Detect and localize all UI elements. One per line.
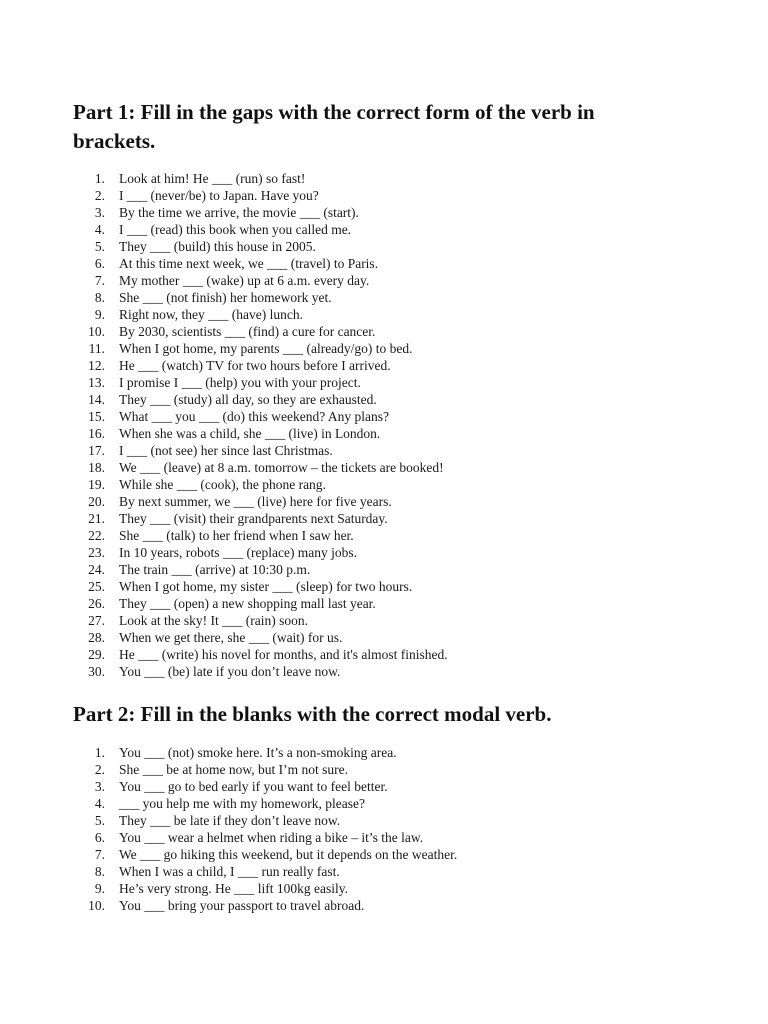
question-text: What ___ you ___ (do) this weekend? Any plans? <box>119 409 389 424</box>
question-number: 14. <box>88 392 105 407</box>
question-text: When she was a child, she ___ (live) in London. <box>119 426 381 441</box>
question-text: I ___ (never/be) to Japan. Have you? <box>119 188 319 203</box>
question-number: 13. <box>88 375 105 390</box>
question-number: 18. <box>88 460 105 475</box>
question-item <box>80 238 720 255</box>
question-number: 30. <box>88 664 105 679</box>
question-text: When we get there, she ___ (wait) for us. <box>119 630 343 645</box>
question-text: By the time we arrive, the movie ___ (start). <box>119 205 359 220</box>
question-item <box>80 863 720 880</box>
question-item <box>80 408 720 425</box>
question-item <box>80 255 720 272</box>
question-item <box>80 612 720 629</box>
question-number: 28. <box>88 630 105 645</box>
question-item <box>80 476 720 493</box>
question-number: 9. <box>94 307 105 322</box>
question-item <box>80 425 720 442</box>
question-number: 8. <box>94 290 105 305</box>
question-number: 20. <box>88 494 105 509</box>
question-item <box>80 595 720 612</box>
question-number: 10. <box>88 898 105 913</box>
question-number: 26. <box>88 596 105 611</box>
question-text: When I got home, my parents ___ (already/go) to bed. <box>119 341 413 356</box>
question-text: You ___ bring your passport to travel abroad. <box>119 898 365 913</box>
question-text: You ___ (be) late if you don’t leave now. <box>119 664 341 679</box>
question-text: By next summer, we ___ (live) here for five years. <box>119 494 392 509</box>
question-text: Right now, they ___ (have) lunch. <box>119 307 303 322</box>
question-number: 12. <box>88 358 105 373</box>
question-text: They ___ (study) all day, so they are exhausted. <box>119 392 377 407</box>
question-item <box>80 744 720 761</box>
question-item <box>80 544 720 561</box>
question-item <box>80 761 720 778</box>
question-number: 9. <box>94 881 105 896</box>
question-text: ___ you help me with my homework, please? <box>119 796 365 811</box>
question-item <box>80 778 720 795</box>
question-text: The train ___ (arrive) at 10:30 p.m. <box>119 562 311 577</box>
question-item <box>80 646 720 663</box>
question-text: They ___ (open) a new shopping mall last year. <box>119 596 376 611</box>
question-text: He’s very strong. He ___ lift 100kg easily. <box>119 881 348 896</box>
question-number: 6. <box>94 256 105 271</box>
question-item <box>80 323 720 340</box>
question-text: I ___ (not see) her since last Christmas. <box>119 443 333 458</box>
question-text: They ___ (build) this house in 2005. <box>119 239 316 254</box>
question-text: While she ___ (cook), the phone rang. <box>119 477 326 492</box>
question-item <box>80 663 720 680</box>
question-item <box>80 170 720 187</box>
question-item <box>80 374 720 391</box>
question-number: 15. <box>88 409 105 424</box>
question-number: 1. <box>94 171 105 186</box>
question-item <box>80 829 720 846</box>
question-item <box>80 561 720 578</box>
question-item <box>80 493 720 510</box>
question-item <box>80 340 720 357</box>
question-number: 25. <box>88 579 105 594</box>
question-number: 17. <box>88 443 105 458</box>
question-text: We ___ (leave) at 8 a.m. tomorrow – the tickets are booked! <box>119 460 444 475</box>
part1-question-list <box>80 170 720 680</box>
question-item <box>80 629 720 646</box>
question-number: 5. <box>94 239 105 254</box>
question-item <box>80 510 720 527</box>
question-text: They ___ be late if they don’t leave now. <box>119 813 341 828</box>
question-item <box>80 812 720 829</box>
question-number: 4. <box>94 796 105 811</box>
question-number: 11. <box>88 341 105 356</box>
question-text: When I was a child, I ___ run really fast. <box>119 864 340 879</box>
question-number: 3. <box>94 205 105 220</box>
question-text: We ___ go hiking this weekend, but it depends on the weather. <box>119 847 458 862</box>
question-number: 7. <box>94 847 105 862</box>
question-item <box>80 221 720 238</box>
question-item <box>80 880 720 897</box>
question-number: 16. <box>88 426 105 441</box>
question-text: You ___ (not) smoke here. It’s a non-smoking area. <box>119 745 397 760</box>
question-number: 22. <box>88 528 105 543</box>
question-number: 2. <box>94 188 105 203</box>
question-number: 23. <box>88 545 105 560</box>
question-text: You ___ wear a helmet when riding a bike – it’s the law. <box>119 830 424 845</box>
question-text: My mother ___ (wake) up at 6 a.m. every day. <box>119 273 370 288</box>
question-text: He ___ (write) his novel for months, and it's almost finished. <box>119 647 448 662</box>
question-item <box>80 795 720 812</box>
question-text: Look at him! He ___ (run) so fast! <box>119 171 306 186</box>
question-number: 8. <box>94 864 105 879</box>
question-number: 1. <box>94 745 105 760</box>
question-text: They ___ (visit) their grandparents next Saturday. <box>119 511 388 526</box>
question-number: 3. <box>94 779 105 794</box>
question-item <box>80 442 720 459</box>
question-text: You ___ go to bed early if you want to feel better. <box>119 779 388 794</box>
question-number: 27. <box>88 613 105 628</box>
part1-heading: Part 1: Fill in the gaps with the correct form of the verb in brackets. <box>73 100 595 153</box>
question-text: I ___ (read) this book when you called me. <box>119 222 352 237</box>
question-item <box>80 357 720 374</box>
question-item <box>80 459 720 476</box>
question-number: 7. <box>94 273 105 288</box>
question-number: 2. <box>94 762 105 777</box>
question-item <box>80 272 720 289</box>
question-item <box>80 187 720 204</box>
question-text: She ___ be at home now, but I’m not sure. <box>119 762 348 777</box>
question-number: 6. <box>94 830 105 845</box>
question-number: 21. <box>88 511 105 526</box>
question-text: At this time next week, we ___ (travel) to Paris. <box>119 256 379 271</box>
question-text: By 2030, scientists ___ (find) a cure for cancer. <box>119 324 376 339</box>
question-text: Look at the sky! It ___ (rain) soon. <box>119 613 308 628</box>
question-number: 5. <box>94 813 105 828</box>
question-item <box>80 204 720 221</box>
question-text: She ___ (not finish) her homework yet. <box>119 290 332 305</box>
question-text: I promise I ___ (help) you with your project. <box>119 375 361 390</box>
question-text: When I got home, my sister ___ (sleep) for two hours. <box>119 579 413 594</box>
question-number: 24. <box>88 562 105 577</box>
question-item <box>80 897 720 914</box>
question-number: 29. <box>88 647 105 662</box>
question-number: 10. <box>88 324 105 339</box>
question-number: 19. <box>88 477 105 492</box>
part2-heading: Part 2: Fill in the blanks with the correct modal verb. <box>73 702 552 726</box>
part2-question-list <box>80 744 720 914</box>
question-text: In 10 years, robots ___ (replace) many jobs. <box>119 545 358 560</box>
question-item <box>80 289 720 306</box>
question-text: She ___ (talk) to her friend when I saw her. <box>119 528 354 543</box>
question-number: 4. <box>94 222 105 237</box>
question-text: He ___ (watch) TV for two hours before I arrived. <box>119 358 391 373</box>
question-item <box>80 578 720 595</box>
question-item <box>80 846 720 863</box>
question-item <box>80 391 720 408</box>
question-item <box>80 306 720 323</box>
question-item <box>80 527 720 544</box>
